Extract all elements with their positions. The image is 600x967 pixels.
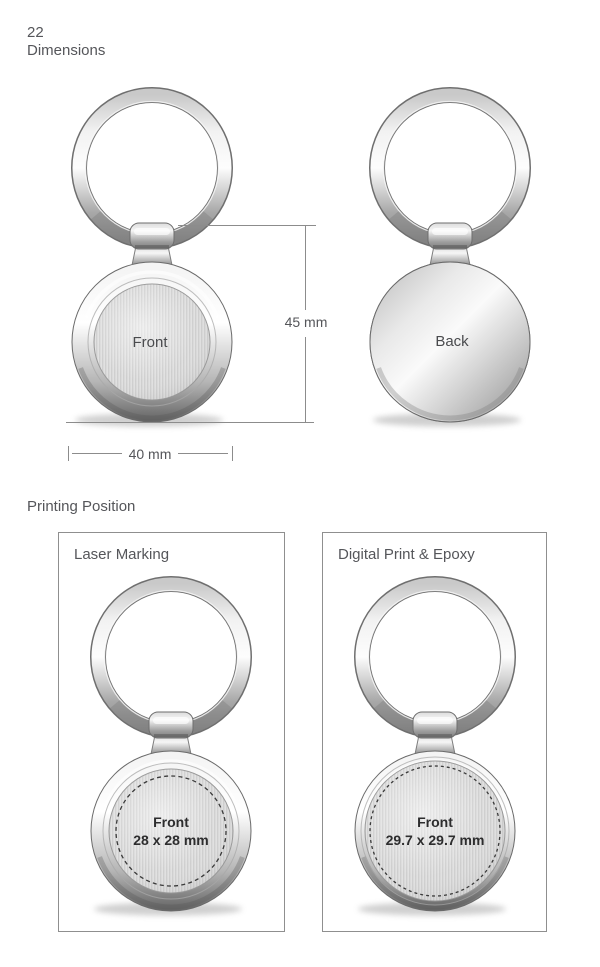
- height-dimension-line-lower: [305, 337, 306, 422]
- width-tick-left: [68, 446, 69, 461]
- front-label: Front: [132, 334, 168, 351]
- height-extension-line-top: [178, 225, 316, 226]
- page-number: 22: [27, 24, 44, 41]
- width-tick-right: [232, 446, 233, 461]
- medallion-insert-shade: [365, 761, 505, 901]
- section-title: Dimensions: [27, 42, 106, 59]
- printing-position-title: Printing Position: [27, 498, 136, 515]
- printing-box-digital-print-epoxy: [322, 532, 547, 932]
- print-area-label: Front: [153, 814, 189, 830]
- width-dimension-label: 40 mm: [128, 446, 172, 462]
- front-keychain-image: [57, 80, 257, 440]
- digital-print-keychain-image: [340, 569, 540, 929]
- printing-box-laser-marking: [58, 532, 285, 932]
- medallion-insert-shade: [109, 769, 233, 893]
- print-area-label: Front: [417, 814, 453, 830]
- print-area-size: 28 x 28 mm: [133, 832, 209, 848]
- print-area-size: 29.7 x 29.7 mm: [385, 832, 485, 848]
- back-keychain-image: [355, 80, 555, 440]
- height-dimension-label: 45 mm: [284, 314, 328, 330]
- height-dimension-line-upper: [305, 225, 306, 310]
- laser-marking-keychain-image: [76, 569, 276, 929]
- dimensions-figure: [0, 0, 600, 480]
- height-extension-line-bottom: [66, 422, 314, 423]
- printing-box-title: Laser Marking: [74, 546, 170, 563]
- back-label: Back: [435, 333, 469, 350]
- printing-box-title: Digital Print & Epoxy: [338, 546, 475, 563]
